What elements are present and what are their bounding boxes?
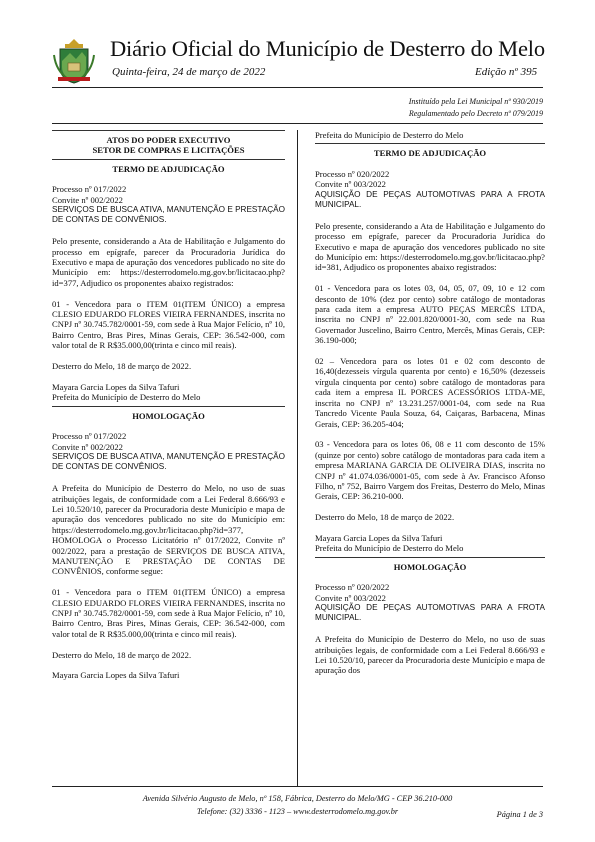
object-description: AQUISIÇÃO DE PEÇAS AUTOMOTIVAS PARA A FROTA MUNICIPAL.: [315, 602, 545, 623]
homologation-text: A Prefeita do Município de Desterro do Melo, no uso de suas atribuições legais, de conformidade com a Lei Federal 8.666/93 e Lei 10.520/10, parecer da Procuradoria deste Município e mapa de apuração dos: [315, 634, 545, 676]
section-divider: [52, 406, 285, 407]
homologation-title: HOMOLOGAÇÃO: [132, 410, 205, 421]
winner-item: 01 - Vencedora para o ITEM 01(ITEM ÚNICO) a empresa CLESIO EDUARDO FLORES VIEIRA FERNANDES, inscrita no CNPJ nº 30.745.782/0001-59, com sede à Rua Major Felício, nº 10, Bairro Centro, Bras Pires, Minas Gerais, CEP: 36.542-000, com valor total de R R$35.000,00(trinta e cinco mil reais).: [52, 587, 285, 639]
publication-date: Quinta-feira, 24 de março de 2022: [112, 66, 266, 78]
section-heading-purchasing: SETOR DE COMPRAS E LICITAÇÕES: [92, 145, 245, 156]
header-divider: [52, 87, 543, 88]
winner-lot-1: 01 - Vencedora para os lotes 03, 04, 05, 07, 09, 10 e 12 com desconto de 10% (dez por cento) sobre catálogo de montadoras para cada item a empresa AUTO PEÇAS MERCÊS LTDA, inscrita no CNPJ nº 22.001.820/0001-30, com sede na Rua Governador Juscelino, Bairro Centro, Mercês, Minas Gerais, CEP: 36.190-000;: [315, 283, 545, 346]
column-divider: [297, 130, 298, 786]
edition-number: Edição nº 395: [475, 66, 538, 78]
date-place: Desterro do Melo, 18 de março de 2022.: [315, 512, 455, 523]
section-divider: [52, 130, 285, 131]
winner-item: 01 - Vencedora para o ITEM 01(ITEM ÚNICO) a empresa CLESIO EDUARDO FLORES VIEIRA FERNANDES, inscrita no CNPJ nº 30.745.782/0001-59, com sede à Rua Major Felício, nº 10, Bairro Centro, Bras Pires, Minas Gerais, CEP: 36.542-000, com valor total de R R$35.000,00(trinta e cinco mil reais).: [52, 298, 285, 351]
municipal-coat-of-arms-logo: [50, 37, 98, 85]
process-number: Processo nº 020/2022: [315, 582, 390, 593]
adjudication-title: TERMO DE ADJUDICAÇÃO: [112, 163, 225, 174]
signatory-name: Mayara Garcia Lopes da Silva Tafuri: [52, 381, 180, 392]
page-number: Página 1 de 3: [496, 810, 543, 819]
winner-lot-2: 02 – Vencedora para os lotes 01 e 02 com desconto de 16,40(dezesseis vírgula quarenta por cento) e 16,50% (dezesseis vírgula cinquenta por cento) sobre catálogo de montadoras para cada item a empresa IL PORCES ACESSÓRIOS LTDA-ME, inscrita no CNPJ nº 13.231.257/0001-04, com sede na Rua Tancredo Vicente Paula Souza, 64, Caiçaras, Barbacena, Minas Gerais, CEP: 36.205-404;: [315, 356, 545, 429]
regulation-decree: Regulamentado pelo Decreto nº 079/2019: [408, 109, 543, 118]
object-description: SERVIÇOS DE BUSCA ATIVA, MANUTENÇÃO E PRESTAÇÃO DE CONTAS DE CONVÊNIOS.: [52, 205, 285, 225]
date-place: Desterro do Melo, 18 de março de 2022.: [52, 361, 192, 372]
footer-address: Avenida Silvério Augusto de Melo, nº 158, Fábrica, Desterro do Melo/MG - CEP 36.210-000: [142, 794, 453, 803]
invitation-number: Convite nº 003/2022: [315, 592, 386, 603]
signatory-title: Prefeita do Município de Desterro do Melo: [315, 543, 464, 554]
adjudication-title: TERMO DE ADJUDICAÇÃO: [373, 148, 487, 159]
section-divider: [315, 143, 545, 144]
right-column: [315, 130, 545, 686]
process-number: Processo nº 020/2022: [315, 168, 390, 179]
winner-lot-3: 03 - Vencedora para os lotes 06, 08 e 11 com desconto de 15% (quinze por cento) sobre catálogo de montadoras para cada item a empresa MARIANA GARCIA DE OLIVEIRA DIAS, inscrita no CNPJ nº 41.074.036/0001-05, com sede à Av. Francisco Afonso Filho, nº 752, Bairro Vargem dos Freitas, Desterro do Melo, Minas Gerais, CEP: 36.210-000.: [315, 439, 545, 502]
signatory-title: Prefeita do Município de Desterro do Melo: [52, 392, 201, 403]
homologation-title: HOMOLOGAÇÃO: [393, 561, 467, 572]
adjudication-text: Pelo presente, considerando a Ata de Habilitação e Julgamento do processo em epígrafe, parecer da Procuradoria Jurídica do Executivo e mapa de apuração dos vencedores publicado no site do Município em: https://desterrodomelo.mg.gov.br/licitacao.php?id=377, Adjudico os proponentes abaixo registrados:: [52, 236, 285, 288]
signatory-title: Prefeita do Município de Desterro do Melo: [315, 130, 464, 140]
left-column: [52, 130, 285, 681]
newspaper-title: Diário Oficial do Município de Desterro do Melo: [110, 36, 545, 61]
section-divider: [52, 159, 285, 160]
section-divider: [315, 557, 545, 558]
header-bottom-divider: [52, 123, 543, 124]
invitation-number: Convite nº 002/2022: [52, 441, 123, 452]
date-place: Desterro do Melo, 18 de março de 2022.: [52, 649, 192, 660]
process-number: Processo nº 017/2022: [52, 431, 127, 442]
invitation-number: Convite nº 003/2022: [315, 179, 386, 190]
invitation-number: Convite nº 002/2022: [52, 194, 123, 205]
footer-contact: Telefone: (32) 3336 - 1123 – www.desterrodomelo.mg.gov.br: [196, 807, 399, 816]
institution-law: Instituído pela Lei Municipal nº 930/2019: [408, 97, 543, 106]
object-description: AQUISIÇÃO DE PEÇAS AUTOMOTIVAS PARA A FROTA MUNICIPAL.: [315, 189, 545, 210]
signatory-name: Mayara Garcia Lopes da Silva Tafuri: [52, 670, 180, 681]
footer-divider: [52, 786, 543, 787]
object-description: SERVIÇOS DE BUSCA ATIVA, MANUTENÇÃO E PRESTAÇÃO DE CONTAS DE CONVÊNIOS.: [52, 451, 285, 472]
section-heading-executive: ATOS DO PODER EXECUTIVO: [106, 135, 231, 145]
signatory-name: Mayara Garcia Lopes da Silva Tafuri: [315, 532, 443, 543]
process-number: Processo nº 017/2022: [52, 184, 127, 195]
adjudication-text: Pelo presente, considerando a Ata de Habilitação e Julgamento do processo em epígrafe, parecer da Procuradoria Jurídica do Executivo e mapa de apuração dos vencedores publicado no site do Município em: https://desterrodomelo.mg.gov.br/licitacao.php?id=381, Adjudico os proponentes abaixo registrados:: [315, 220, 545, 273]
homologation-text: A Prefeita do Município de Desterro do Melo, no uso de suas atribuições legais, de conformidade com a Lei Federal 8.666/93 e Lei 10.520/10, parecer da Procuradoria deste Município e mapa de apuração dos vencedores publicado no site do Município em: https://desterrodomelo.mg.gov.br/licitacao.php?id=377, HOMOLOGA o Processo Licitatório nº 017/2022, Convite nº 002/2022, para a prestação de SERVIÇOS DE BUSCA ATIVA, MANUTENÇÃO E PRESTAÇÃO DE CONTAS DE CONVÊNIOS, conforme segue:: [52, 483, 285, 577]
